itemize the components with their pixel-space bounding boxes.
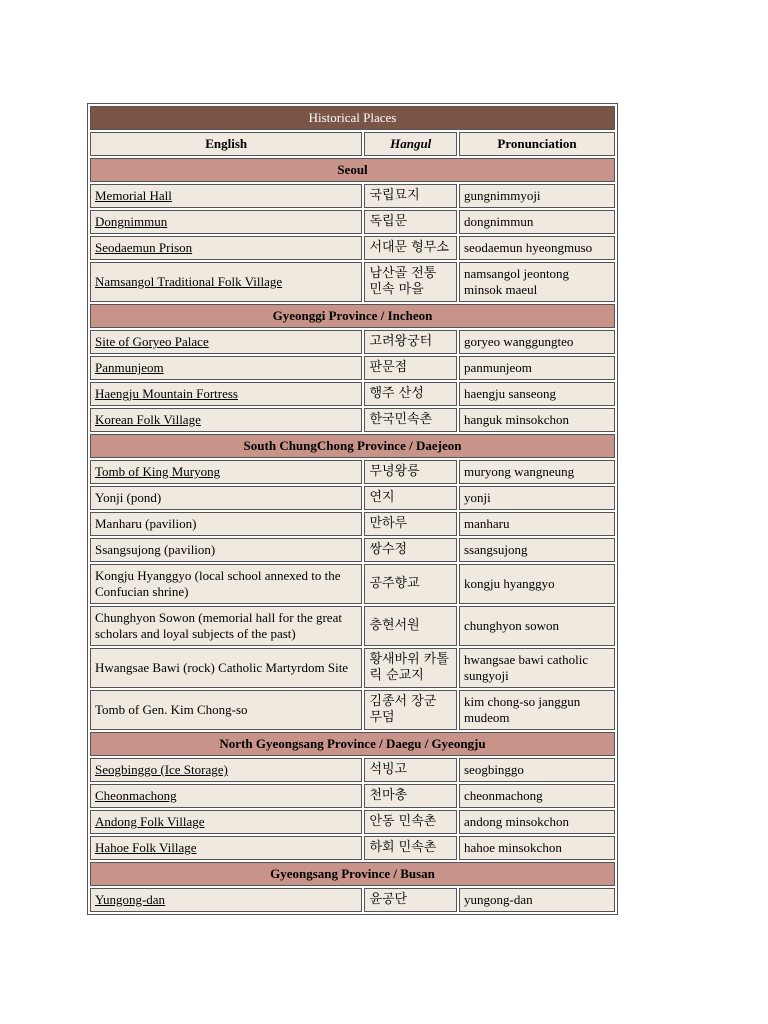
table-row	[90, 460, 615, 484]
place-name: Hwangsae Bawi (rock) Catholic Martyrdom Site	[95, 660, 349, 675]
pronunciation-cell: seogbinggo	[459, 758, 615, 782]
hangul-cell: 서대문 형무소	[364, 236, 457, 260]
column-header-hangul: Hangul	[364, 132, 457, 156]
hangul-cell: 안동 민속촌	[364, 810, 457, 834]
place-name: Manharu (pavilion)	[95, 516, 197, 531]
english-cell	[90, 690, 362, 730]
english-cell	[90, 648, 362, 688]
place-link[interactable]: Panmunjeom	[95, 360, 164, 375]
english-cell	[90, 836, 362, 860]
table-row	[90, 330, 615, 354]
english-cell	[90, 460, 362, 484]
table-row	[90, 236, 615, 260]
table-row	[90, 262, 615, 302]
table-row	[90, 356, 615, 380]
hangul-cell: 충현서원	[364, 606, 457, 646]
table-row	[90, 512, 615, 536]
place-link[interactable]: Namsangol Traditional Folk Village	[95, 274, 283, 289]
pronunciation-cell: ssangsujong	[459, 538, 615, 562]
english-cell	[90, 758, 362, 782]
pronunciation-cell: kongju hyanggyo	[459, 564, 615, 604]
place-link[interactable]: Dongnimmun	[95, 214, 168, 229]
hangul-cell: 연지	[364, 486, 457, 510]
english-cell	[90, 184, 362, 208]
hangul-cell: 윤공단	[364, 888, 457, 912]
hangul-cell: 남산골 전통 민속 마을	[364, 262, 457, 302]
hangul-cell: 무녕왕릉	[364, 460, 457, 484]
table-row	[90, 784, 615, 808]
pronunciation-cell: chunghyon sowon	[459, 606, 615, 646]
english-cell	[90, 330, 362, 354]
table-row	[90, 888, 615, 912]
pronunciation-cell: seodaemun hyeongmuso	[459, 236, 615, 260]
place-link[interactable]: Seodaemun Prison	[95, 240, 193, 255]
english-cell	[90, 888, 362, 912]
english-cell	[90, 356, 362, 380]
hangul-cell: 황새바위 카톨릭 순교지	[364, 648, 457, 688]
hangul-cell: 판문점	[364, 356, 457, 380]
pronunciation-cell: kim chong-so janggun mudeom	[459, 690, 615, 730]
english-cell	[90, 236, 362, 260]
place-link[interactable]: Andong Folk Village	[95, 814, 205, 829]
table-row	[90, 210, 615, 234]
place-link[interactable]: Korean Folk Village	[95, 412, 201, 427]
table-row	[90, 382, 615, 406]
table-row	[90, 758, 615, 782]
place-name: Yonji (pond)	[95, 490, 162, 505]
table-row	[90, 486, 615, 510]
english-cell	[90, 512, 362, 536]
section-row	[90, 304, 615, 328]
pronunciation-cell: yungong-dan	[459, 888, 615, 912]
section-row	[90, 158, 615, 182]
english-cell	[90, 564, 362, 604]
english-cell	[90, 810, 362, 834]
hangul-cell: 행주 산성	[364, 382, 457, 406]
column-header-english: English	[90, 132, 362, 156]
place-link[interactable]: Seogbinggo (Ice Storage)	[95, 762, 228, 777]
table-body	[90, 158, 615, 912]
section-heading: Gyeonggi Province / Incheon	[90, 304, 615, 328]
hangul-cell: 석빙고	[364, 758, 457, 782]
english-cell	[90, 262, 362, 302]
place-link[interactable]: Hahoe Folk Village	[95, 840, 197, 855]
pronunciation-cell: cheonmachong	[459, 784, 615, 808]
hangul-cell: 만하루	[364, 512, 457, 536]
pronunciation-cell: panmunjeom	[459, 356, 615, 380]
hangul-cell: 하회 민속촌	[364, 836, 457, 860]
pronunciation-cell: hwangsae bawi catholic sungyoji	[459, 648, 615, 688]
table-row	[90, 836, 615, 860]
hangul-cell: 독립문	[364, 210, 457, 234]
section-row	[90, 434, 615, 458]
hangul-cell: 천마총	[364, 784, 457, 808]
column-header-pronunciation: Pronunciation	[459, 132, 615, 156]
place-name: Ssangsujong (pavilion)	[95, 542, 216, 557]
section-heading: Gyeongsang Province / Busan	[90, 862, 615, 886]
english-cell	[90, 382, 362, 406]
section-heading: South ChungChong Province / Daejeon	[90, 434, 615, 458]
table-row	[90, 648, 615, 688]
place-name: Chunghyon Sowon (memorial hall for the great scholars and loyal subjects of the past)	[95, 610, 342, 641]
hangul-cell: 국립묘지	[364, 184, 457, 208]
table-row	[90, 810, 615, 834]
hangul-cell: 김종서 장군 무덤	[364, 690, 457, 730]
place-name: Tomb of Gen. Kim Chong-so	[95, 702, 248, 717]
place-link[interactable]: Site of Goryeo Palace	[95, 334, 209, 349]
english-cell	[90, 486, 362, 510]
hangul-cell: 공주향교	[364, 564, 457, 604]
pronunciation-cell: hanguk minsokchon	[459, 408, 615, 432]
section-row	[90, 732, 615, 756]
pronunciation-cell: muryong wangneung	[459, 460, 615, 484]
pronunciation-cell: manharu	[459, 512, 615, 536]
table-row	[90, 690, 615, 730]
table-row	[90, 538, 615, 562]
place-link[interactable]: Yungong-dan	[95, 892, 166, 907]
historical-places-table	[87, 103, 618, 915]
english-cell	[90, 784, 362, 808]
pronunciation-cell: gungnimmyoji	[459, 184, 615, 208]
pronunciation-cell: haengju sanseong	[459, 382, 615, 406]
english-cell	[90, 538, 362, 562]
section-heading: North Gyeongsang Province / Daegu / Gyeongju	[90, 732, 615, 756]
section-row	[90, 862, 615, 886]
pronunciation-cell: goryeo wanggungteo	[459, 330, 615, 354]
pronunciation-cell: dongnimmun	[459, 210, 615, 234]
english-cell	[90, 210, 362, 234]
pronunciation-cell: hahoe minsokchon	[459, 836, 615, 860]
section-heading: Seoul	[90, 158, 615, 182]
pronunciation-cell: namsangol jeontong minsok maeul	[459, 262, 615, 302]
hangul-cell: 한국민속촌	[364, 408, 457, 432]
place-link[interactable]: Tomb of King Muryong	[95, 464, 221, 479]
place-link[interactable]: Memorial Hall	[95, 188, 172, 203]
place-name: Kongju Hyanggyo (local school annexed to the Confucian shrine)	[95, 568, 341, 599]
table-row	[90, 408, 615, 432]
table-row	[90, 184, 615, 208]
english-cell	[90, 606, 362, 646]
table-row	[90, 606, 615, 646]
table-row	[90, 564, 615, 604]
english-cell	[90, 408, 362, 432]
place-link[interactable]: Cheonmachong	[95, 788, 177, 803]
hangul-cell: 고려왕궁터	[364, 330, 457, 354]
table-title: Historical Places	[90, 106, 615, 130]
pronunciation-cell: yonji	[459, 486, 615, 510]
hangul-cell: 쌍수정	[364, 538, 457, 562]
pronunciation-cell: andong minsokchon	[459, 810, 615, 834]
place-link[interactable]: Haengju Mountain Fortress	[95, 386, 238, 401]
